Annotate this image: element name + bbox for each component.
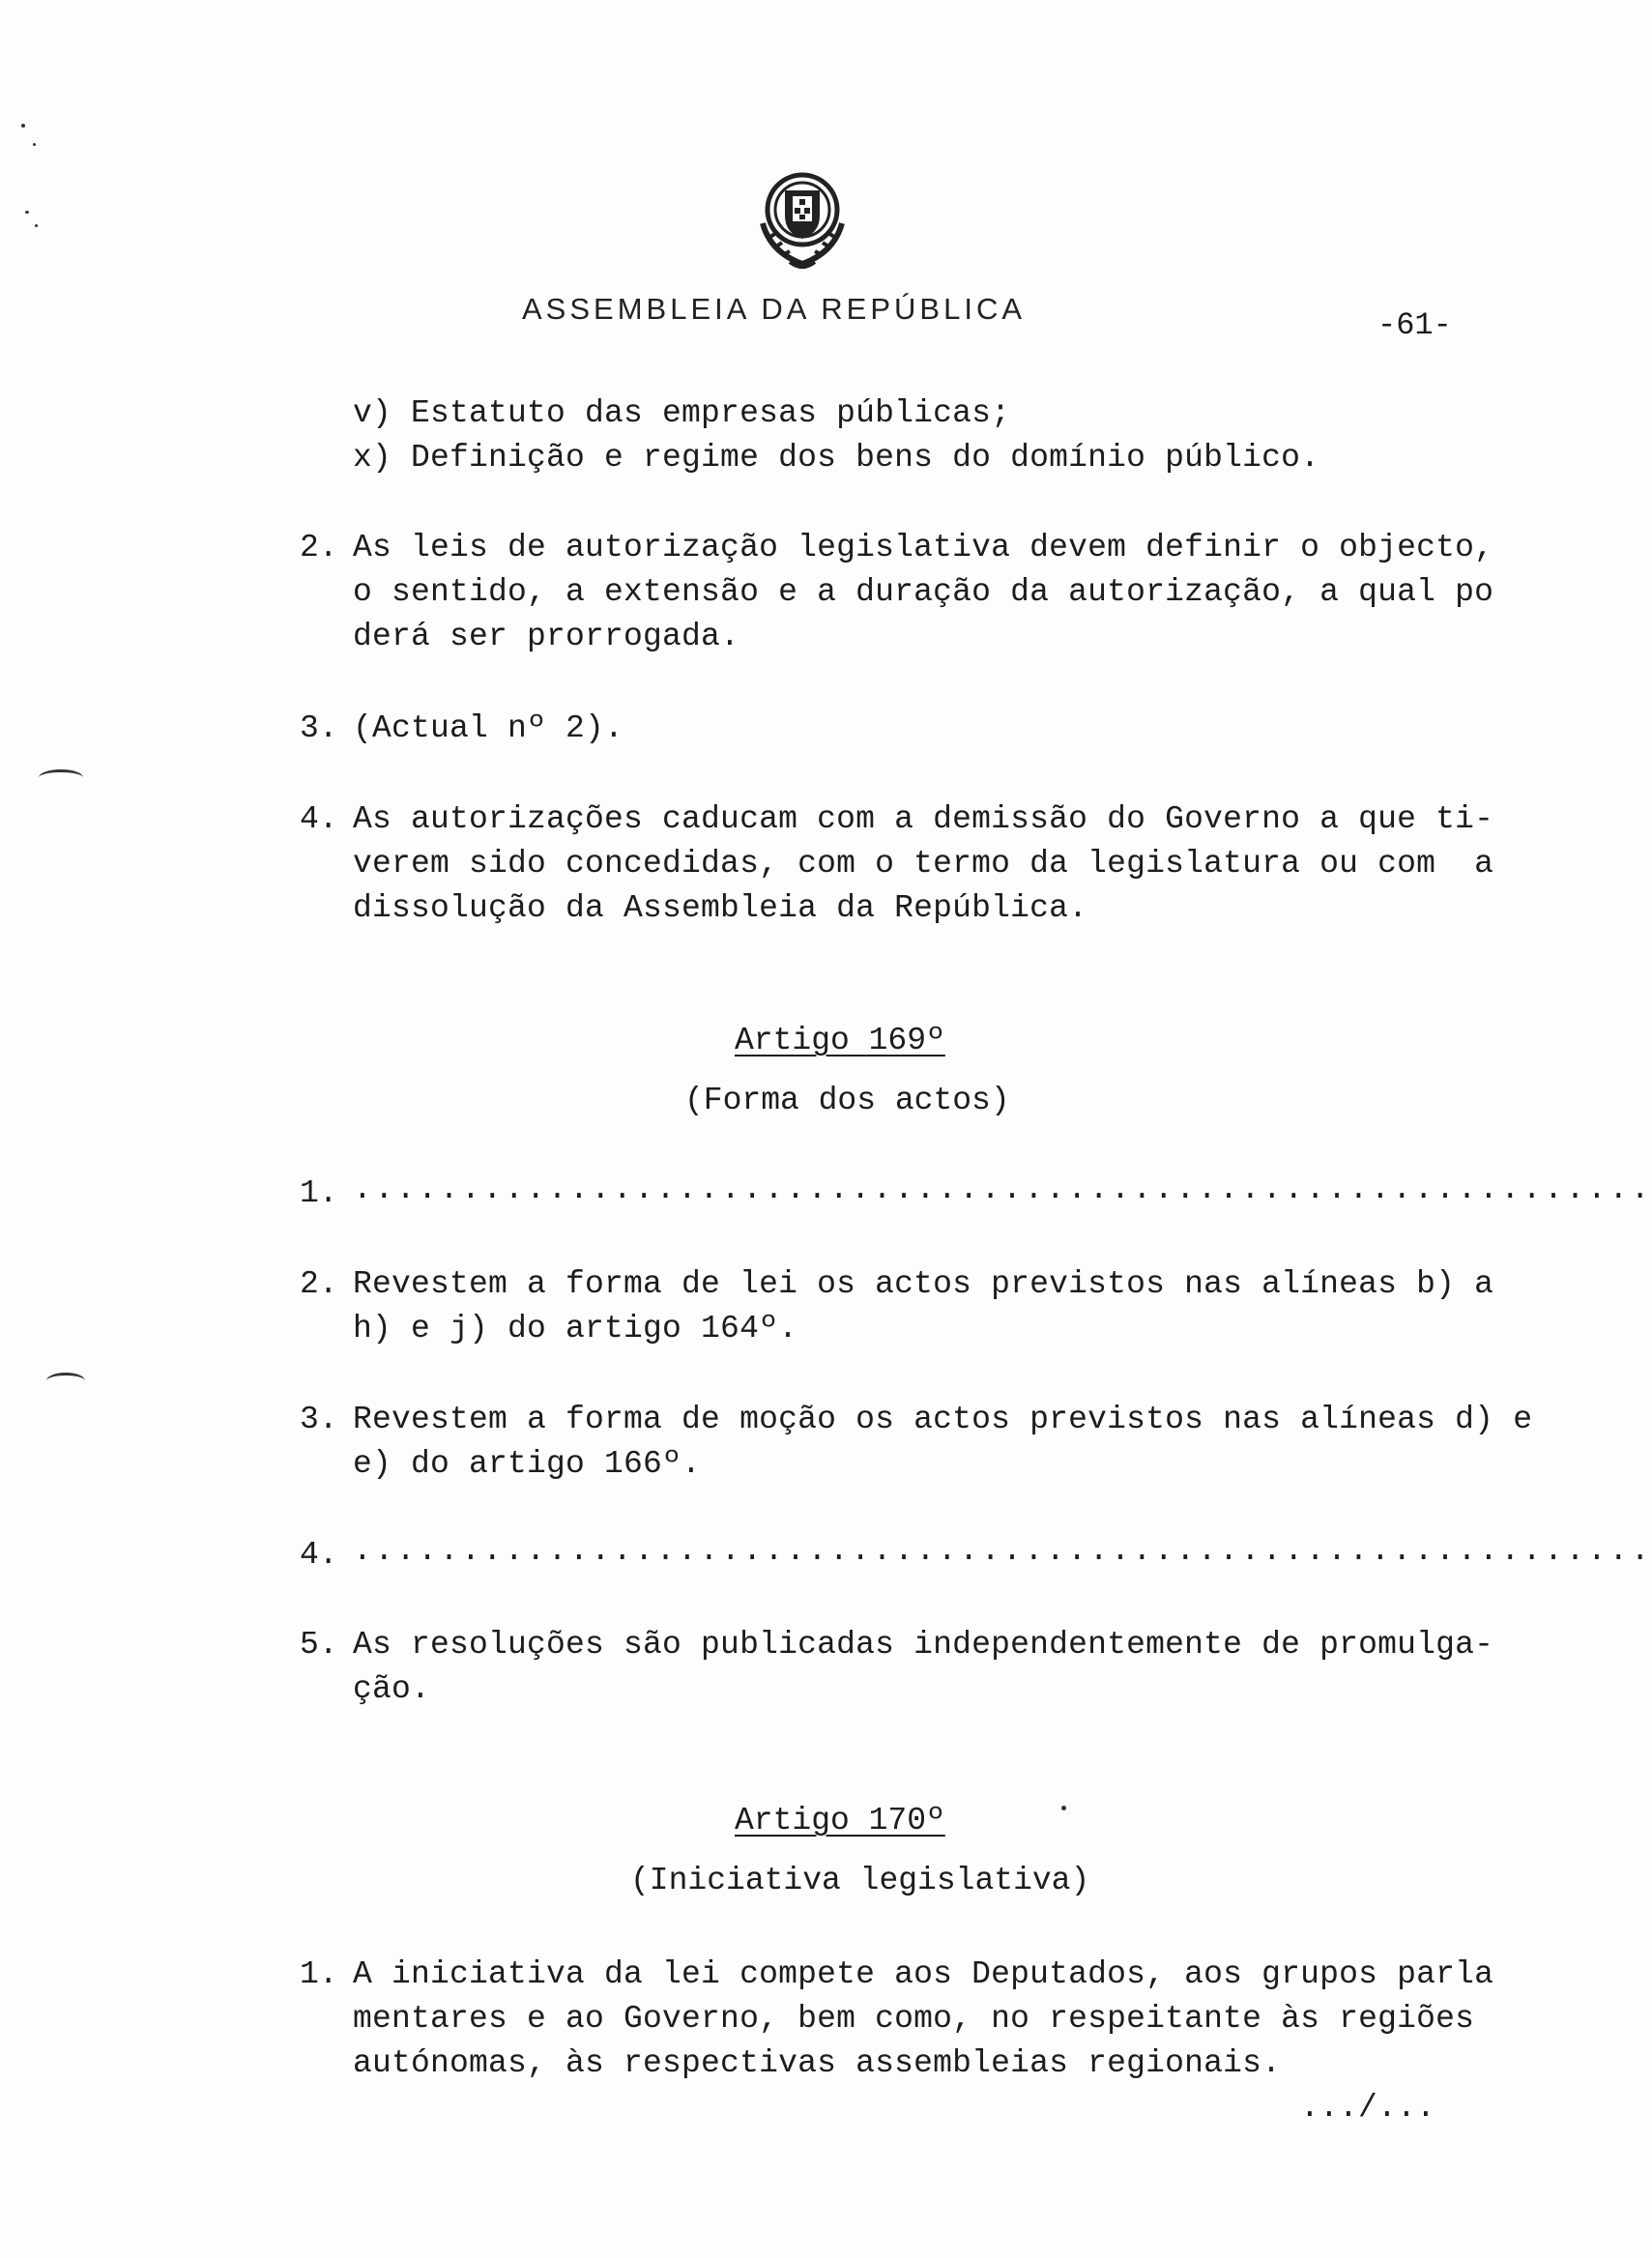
omitted-text-dots: ............................................................ bbox=[353, 1533, 1652, 1569]
scan-mark bbox=[46, 1373, 85, 1389]
article-title: Artigo 169º bbox=[735, 1023, 945, 1058]
paragraph-line: Revestem a forma de moção os actos previstos nas alíneas d) e bbox=[353, 1402, 1533, 1437]
paragraph-line: h) e j) do artigo 164º. bbox=[353, 1311, 798, 1346]
paragraph-line: (Actual nº 2). bbox=[353, 710, 624, 746]
paragraph-line: e) do artigo 166º. bbox=[353, 1446, 702, 1482]
paragraph-line: autónomas, às respectivas assembleias regionais. bbox=[353, 2045, 1282, 2081]
coat-of-arms-emblem bbox=[749, 169, 855, 275]
scan-speck bbox=[25, 211, 29, 214]
article-subtitle: (Iniciativa legislativa) bbox=[630, 1863, 1090, 1898]
paragraph-number: 4. bbox=[300, 801, 338, 837]
scan-speck bbox=[21, 124, 25, 128]
paragraph-number: 4. bbox=[300, 1537, 338, 1573]
paragraph-number: 1. bbox=[300, 1956, 338, 1992]
paragraph-line: As leis de autorização legislativa devem definir o objecto, bbox=[353, 530, 1494, 565]
scan-speck bbox=[1061, 1806, 1066, 1810]
paragraph-line: A iniciativa da lei compete aos Deputados, aos grupos parla bbox=[353, 1956, 1494, 1992]
paragraph-line: dissolução da Assembleia da República. bbox=[353, 890, 1088, 926]
paragraph-number: 1. bbox=[300, 1175, 338, 1211]
paragraph-line: ção. bbox=[353, 1671, 431, 1707]
paragraph-line: As resoluções são publicadas independentemente de promulga- bbox=[353, 1627, 1494, 1663]
paragraph-line: o sentido, a extensão e a duração da autorização, a qual po bbox=[353, 574, 1494, 610]
institution-header: ASSEMBLEIA DA REPÚBLICA bbox=[522, 292, 1027, 326]
scan-mark bbox=[39, 769, 83, 786]
paragraph-number: 5. bbox=[300, 1627, 338, 1663]
scan-speck bbox=[35, 224, 38, 227]
paragraph-number: 3. bbox=[300, 710, 338, 746]
continuation-mark: .../... bbox=[1300, 2090, 1436, 2126]
paragraph-line: derá ser prorrogada. bbox=[353, 619, 740, 654]
paragraph-line: verem sido concedidas, com o termo da legislatura ou com a bbox=[353, 846, 1494, 882]
paragraph-number: 2. bbox=[300, 530, 338, 565]
page-number: -61- bbox=[1377, 307, 1452, 343]
paragraph-line: Revestem a forma de lei os actos previstos nas alíneas b) a bbox=[353, 1266, 1494, 1302]
list-item-v: v) Estatuto das empresas públicas; bbox=[353, 395, 1011, 431]
article-subtitle: (Forma dos actos) bbox=[684, 1083, 1010, 1118]
paragraph-line: mentares e ao Governo, bem como, no respeitante às regiões bbox=[353, 2001, 1475, 2037]
paragraph-line: As autorizações caducam com a demissão do Governo a que ti- bbox=[353, 801, 1494, 837]
scan-speck bbox=[33, 143, 36, 146]
article-title: Artigo 170º bbox=[735, 1803, 945, 1838]
list-item-x: x) Definição e regime dos bens do domínio público. bbox=[353, 440, 1320, 476]
paragraph-number: 2. bbox=[300, 1266, 338, 1302]
omitted-text-dots: ............................................................ bbox=[353, 1172, 1652, 1207]
paragraph-number: 3. bbox=[300, 1402, 338, 1437]
